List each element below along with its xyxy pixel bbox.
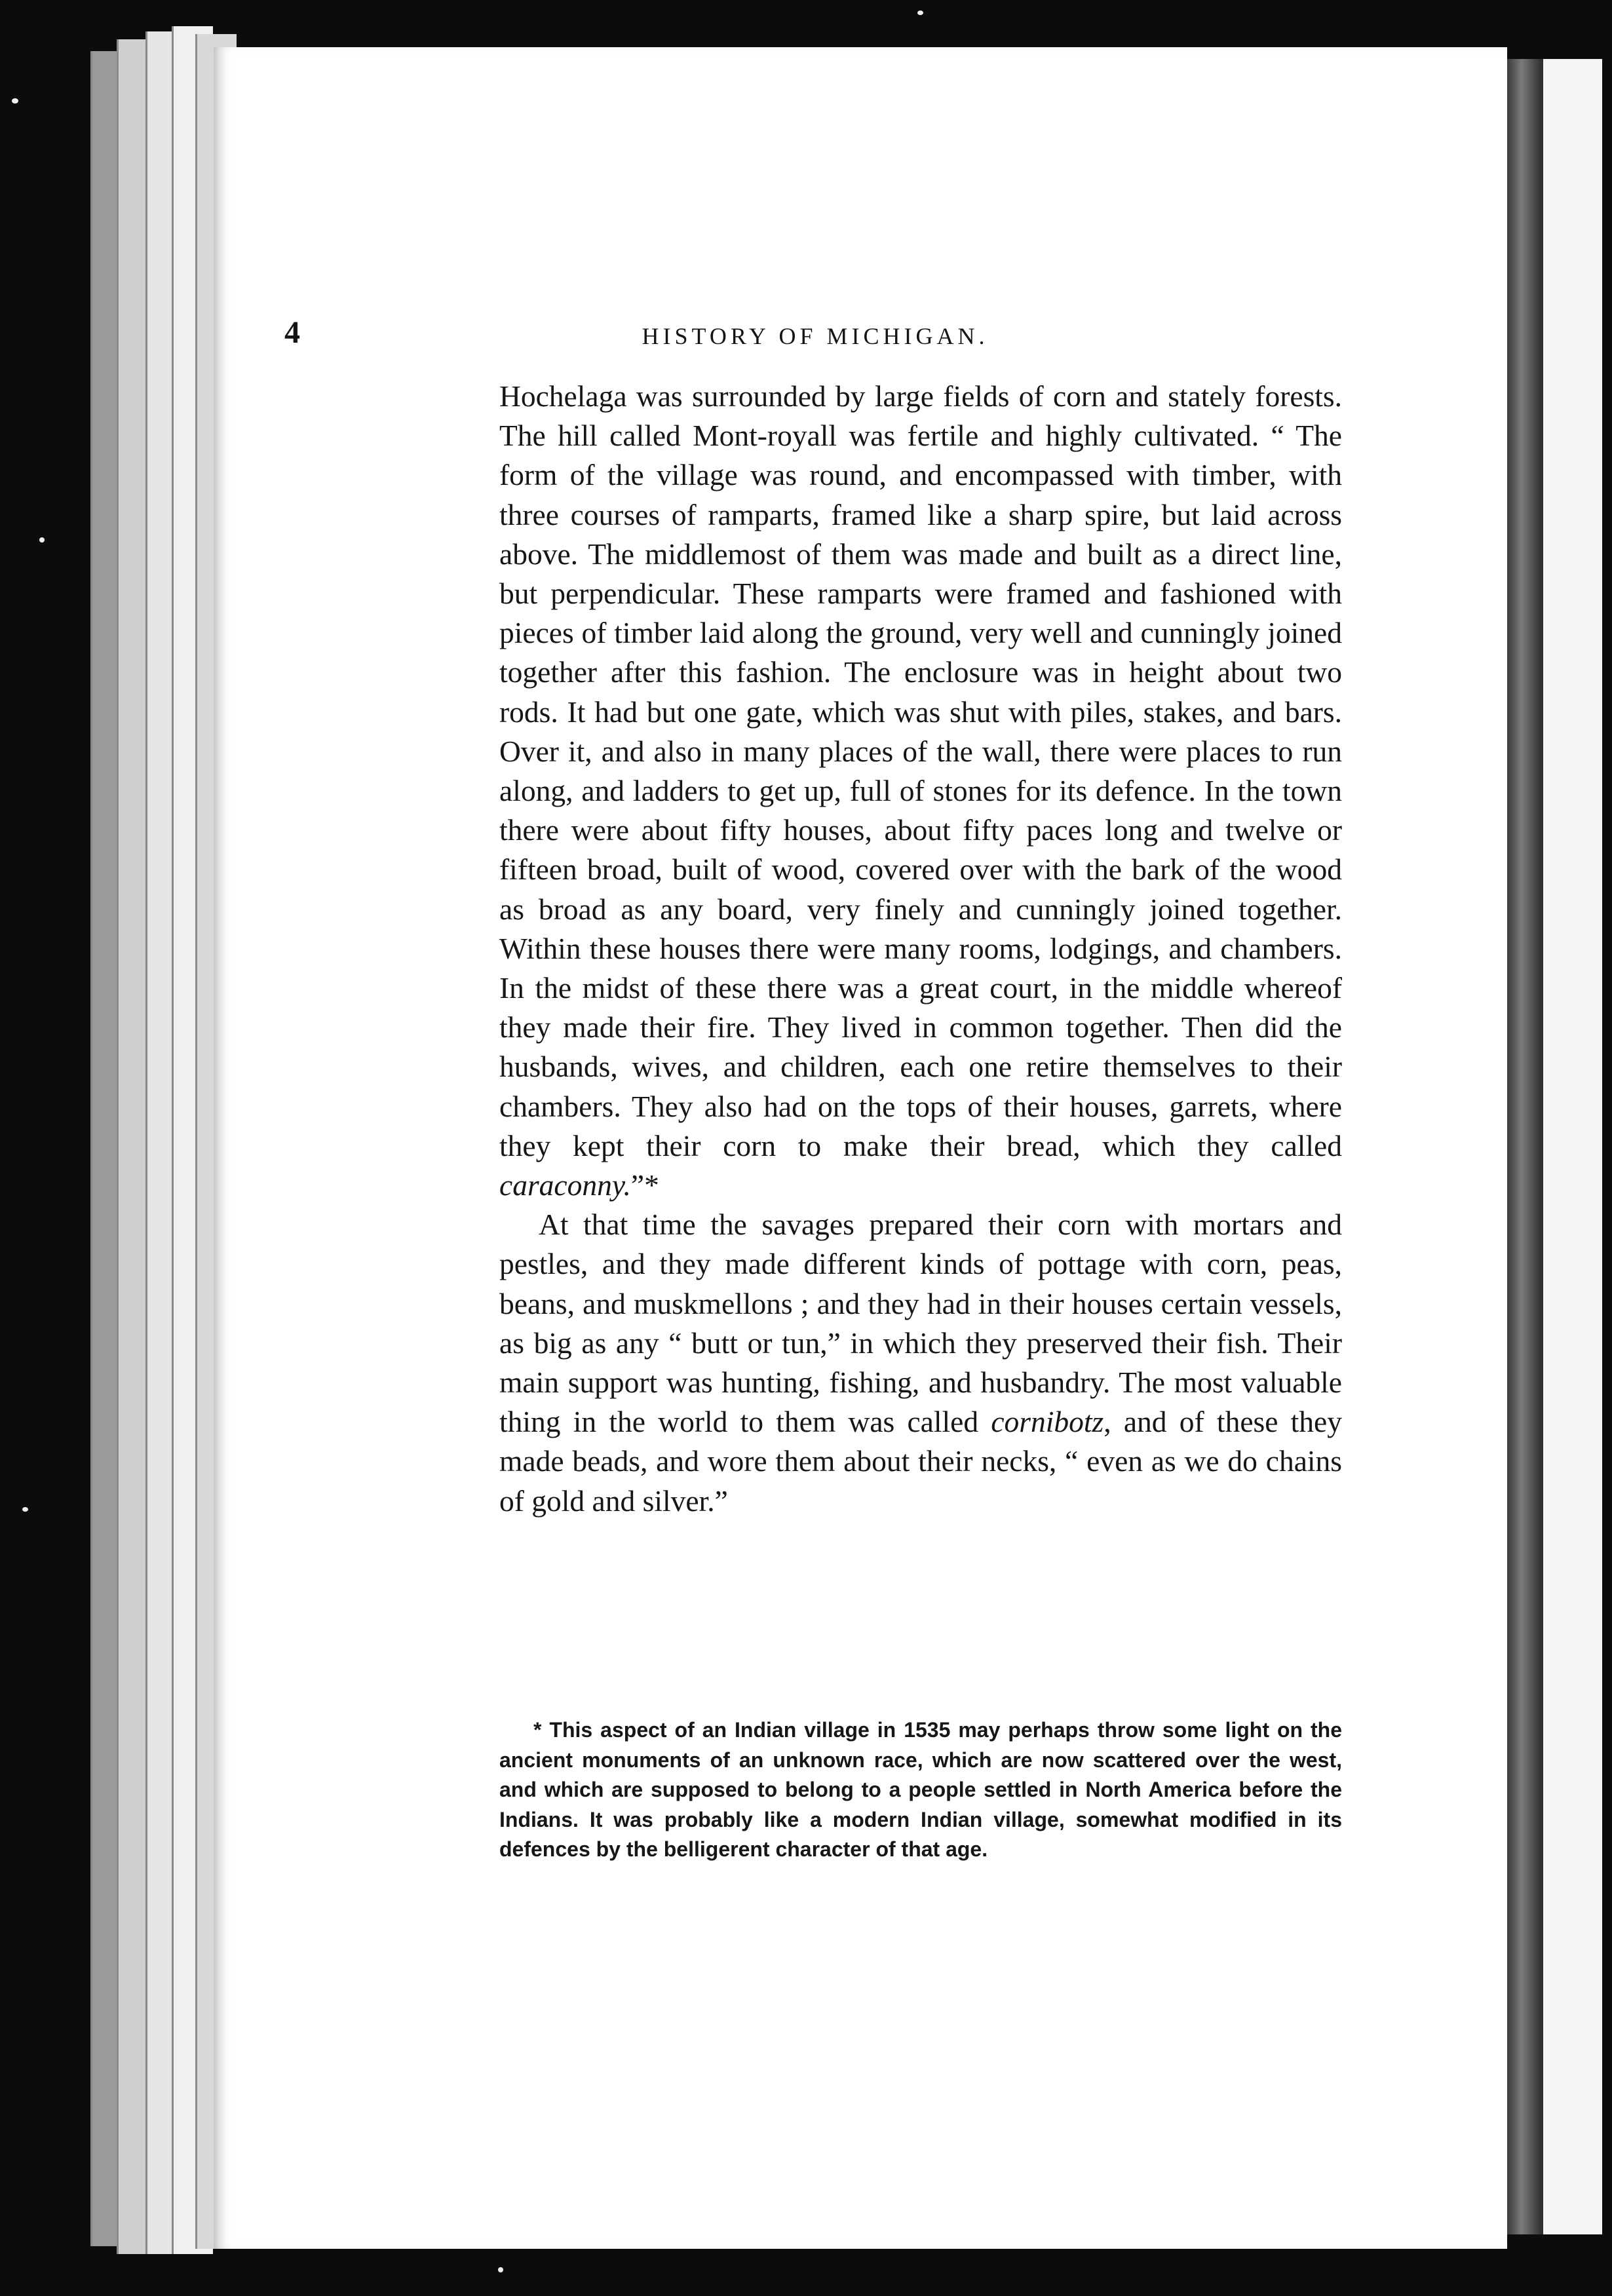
- italic-term: caraconny.: [499, 1168, 631, 1202]
- paragraph-text: , and of these they made beads, and wore them about their necks, “ even as we do chains of gold and silver.”: [499, 1405, 1342, 1518]
- scan-speck: [917, 10, 923, 15]
- paragraph: [499, 377, 1342, 1205]
- running-head: HISTORY OF MICHIGAN.: [642, 323, 989, 349]
- scan-speck: [39, 537, 45, 543]
- paragraph-text: Hochelaga was surrounded by large fields of corn and stately forests. The hill called Mont-royall was fertile and highly cultivated. “ The form of the village was round, and encompassed with timber, with three courses of ramparts, framed like a sharp spire, but laid across above. The middlemost of them was made and built as a direct line, but perpendicular. These ramparts were framed and fashioned with pieces of timber laid along the ground, very well and cunningly joined together after this fashion. The enclosure was in height about two rods. It had but one gate, which was shut with piles, stakes, and bars. Over it, and also in many places of the wall, there were places to run along, and ladders to get up, full of stones for its defence. In the town there were about fifty houses, about fifty paces long and twelve or fifteen broad, built of wood, covered over with the bark of the wood as broad as any board, very finely and cunningly joined together. Within these houses there were many rooms, lodgings, and chambers. In the midst of these there was a great court, in the middle whereof they made their fire. They lived in common together. Then did the husbands, wives, and children, each one retire themselves to their chambers. They also had on the tops of their houses, garrets, where they kept their corn to make their bread, which they called: [499, 379, 1342, 1162]
- body-text: [499, 377, 1342, 1521]
- book-gutter: [1507, 59, 1543, 2234]
- scan-speck: [22, 1507, 28, 1512]
- page-header: [284, 315, 1346, 360]
- scan-speck: [12, 98, 18, 104]
- paragraph: [499, 1205, 1342, 1521]
- paragraph-text: ”*: [630, 1168, 659, 1202]
- scan-speck: [498, 2267, 503, 2272]
- footnote: [499, 1715, 1342, 1865]
- facing-page-edge: [1543, 59, 1602, 2234]
- page-number: 4: [284, 315, 300, 350]
- italic-term: cornibotz: [991, 1405, 1104, 1439]
- footnote-text: * This aspect of an Indian village in 1535 may perhaps throw some light on the ancient monuments of an unknown race, which are now scattered over the west, and which are supposed to belong to a people settled in North America before the Indians. It was probably like a modern Indian village, somewhat modified in its defences by the belligerent character of that age.: [499, 1718, 1342, 1861]
- paragraph-text: At that time the savages prepared their corn with mortars and pestles, and they made different kinds of pottage with corn, peas, beans, and muskmellons ; and they had in their houses certain vessels, as big as any “ butt or tun,” in which they preserved their fish. Their main support was hunting, fishing, and husbandry. The most valuable thing in the world to them was called: [499, 1208, 1342, 1439]
